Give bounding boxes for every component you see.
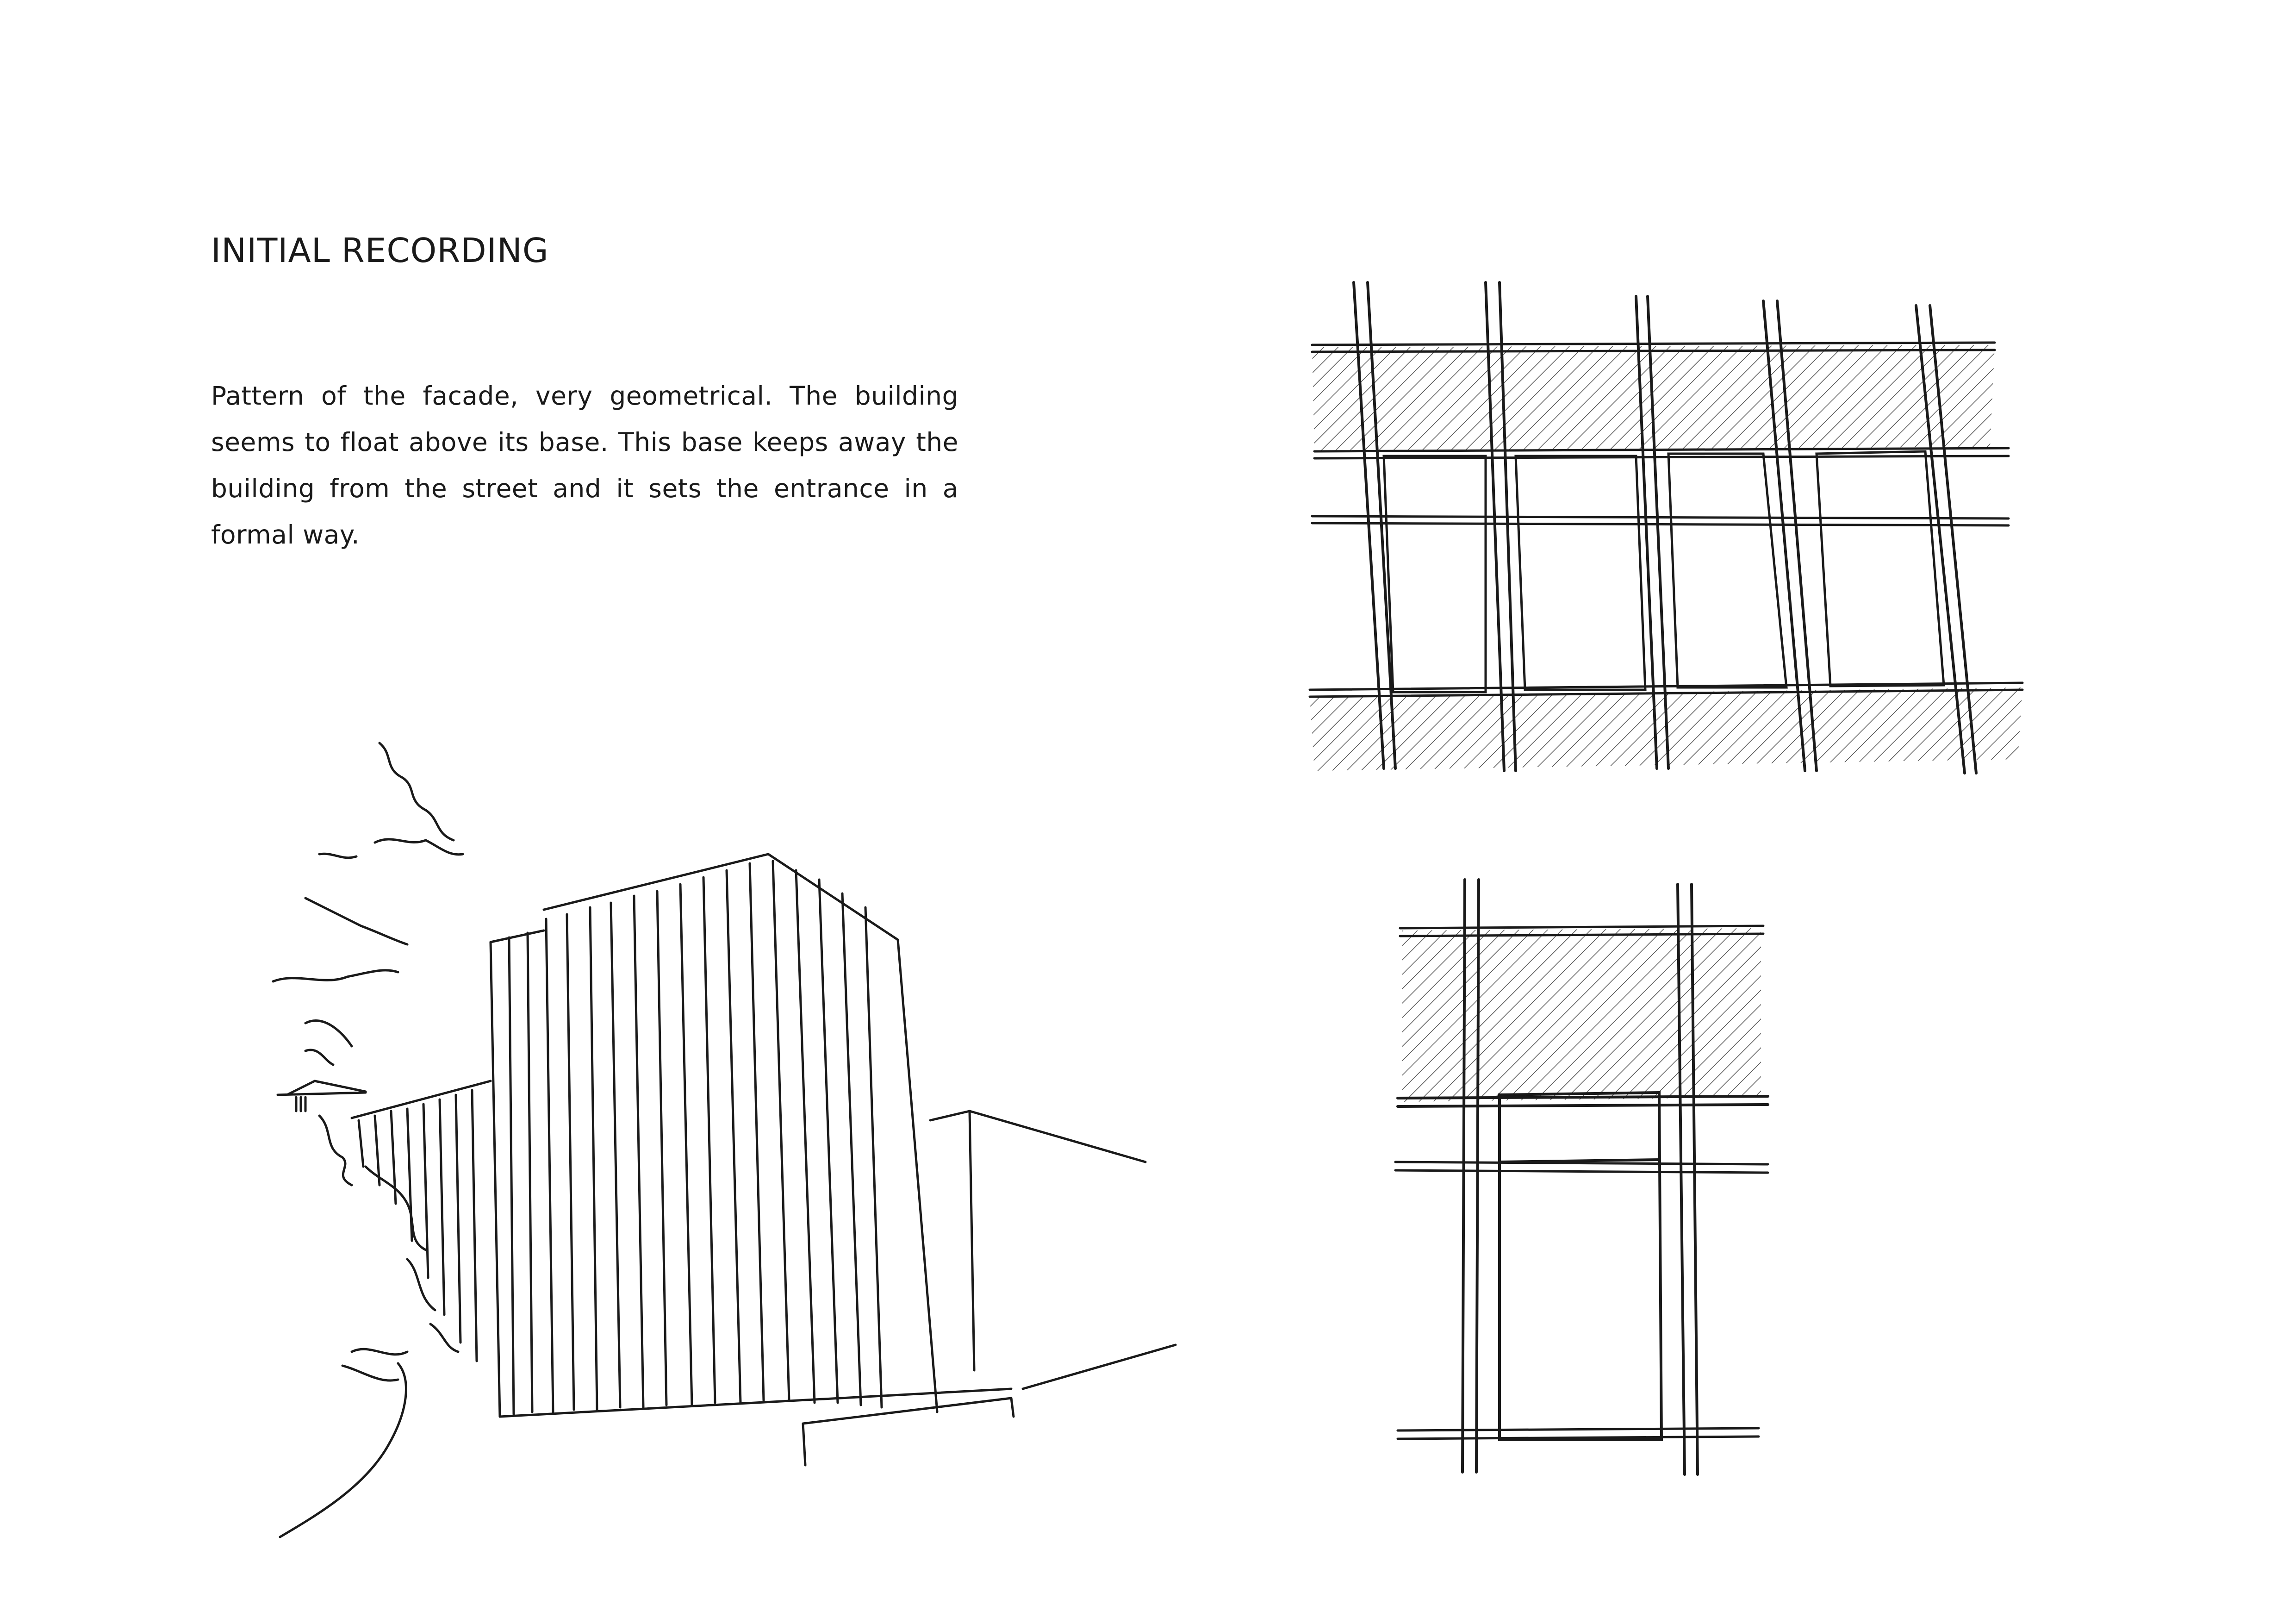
bay-horizontal-line — [1398, 1096, 1768, 1106]
fence-lines — [359, 1090, 477, 1361]
bay-horizontal-line — [1395, 1162, 1768, 1173]
building-base — [500, 1389, 1011, 1417]
facade-grid-sketch — [1310, 282, 2022, 773]
building-roof-line — [544, 854, 898, 940]
window-frame — [1384, 456, 1486, 692]
window-frame — [1516, 456, 1645, 690]
bay-transom — [1500, 1160, 1659, 1162]
page-title: INITIAL RECORDING — [211, 231, 549, 270]
window-frame — [1668, 454, 1786, 687]
bay-window-frame — [1500, 1093, 1661, 1440]
tree-scribble — [273, 743, 463, 1380]
bay-hatched-band — [1402, 928, 1761, 1102]
path-curve — [280, 1363, 406, 1537]
building-roof-left — [491, 931, 544, 942]
window-bay-sketch — [1395, 880, 1768, 1474]
building-perspective-sketch — [273, 743, 1176, 1537]
facade-vertical-lines — [509, 861, 882, 1414]
window-frame — [1817, 451, 1944, 686]
building-plinth — [803, 1398, 1014, 1465]
description-paragraph: Pattern of the facade, very geometrical. The building seems to float above its base. This base keeps away the building from the street and it sets the entrance in a formal way. — [211, 381, 958, 550]
grid-horizontal-line — [1312, 516, 2009, 525]
bay-horizontal-line — [1398, 1428, 1759, 1439]
small-roof — [278, 1081, 366, 1111]
adjoining-building — [930, 1111, 1176, 1389]
building-left-edge — [491, 942, 500, 1417]
building-right-edge — [898, 940, 937, 1412]
fence-top — [352, 1081, 491, 1118]
